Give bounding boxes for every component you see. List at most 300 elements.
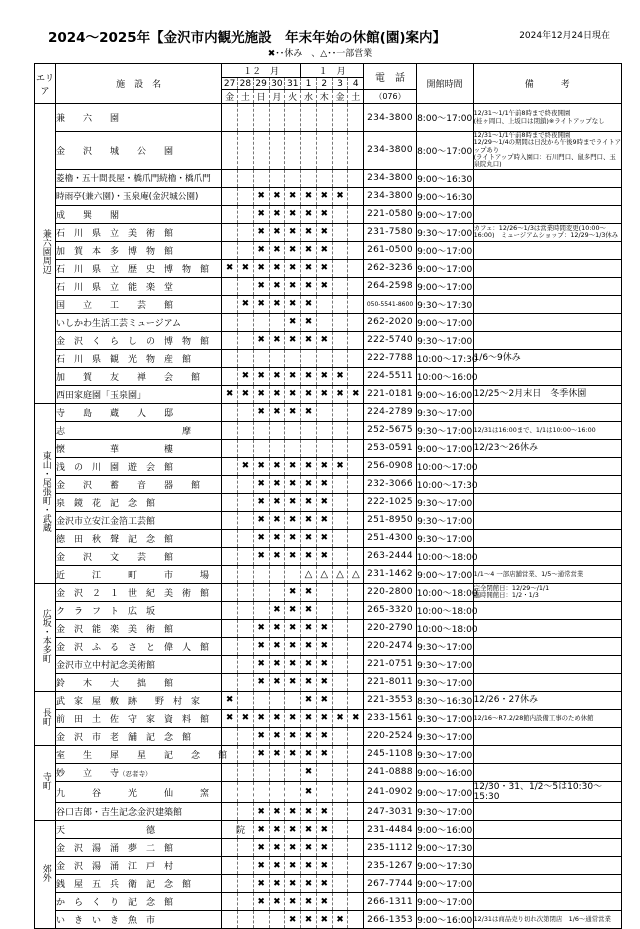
header-month-12: １２ 月 [222, 64, 301, 78]
opening-hours: 8:00～17:00 [416, 132, 473, 170]
closed-mark: ✖ [332, 911, 348, 929]
open-cell [348, 583, 364, 601]
opening-hours: 9:30～17:00 [416, 673, 473, 691]
facility-name [56, 781, 222, 803]
remarks [473, 875, 621, 893]
closed-mark: ✖ [253, 205, 269, 223]
closed-mark: ✖ [285, 493, 301, 511]
open-cell [348, 821, 364, 839]
phone-number: 234-3800 [364, 132, 417, 170]
phone-number: 224-5511 [364, 367, 417, 385]
open-cell [348, 403, 364, 421]
area-text: 東山・尾張町・武蔵 [40, 451, 51, 533]
closed-mark: ✖ [301, 295, 317, 313]
closed-mark: ✖ [269, 295, 285, 313]
closed-mark: ✖ [316, 367, 332, 385]
header-month-1: １ 月 [301, 64, 364, 78]
closed-mark: ✖ [301, 745, 317, 763]
facility-name-text: 金 沢 能 楽 美 術 館 [56, 624, 174, 635]
open-cell [269, 421, 285, 439]
closed-mark: ✖ [285, 385, 301, 403]
open-cell [332, 893, 348, 911]
phone-number: 262-2020 [364, 313, 417, 331]
opening-hours: 9:30～17:00 [416, 421, 473, 439]
header-weekday: 水 [301, 90, 317, 104]
header-weekday: 土 [348, 90, 364, 104]
facility-row [35, 619, 622, 637]
area-text: 寺町 [40, 772, 51, 791]
open-cell [316, 439, 332, 457]
closed-mark: ✖ [316, 241, 332, 259]
facility-name-text: い き い き 魚 市 [56, 916, 156, 927]
open-cell [332, 803, 348, 821]
closed-mark: ✖ [253, 331, 269, 349]
closed-mark: ✖ [285, 709, 301, 727]
remarks: 12/26・27休み [473, 691, 621, 709]
header-day: 31 [285, 78, 301, 90]
opening-hours: 9:00～17:00 [416, 439, 473, 457]
open-cell [269, 583, 285, 601]
remarks: 12/31は商品売り切れ次第閉店 1/6～通常営業 [473, 911, 621, 929]
closed-mark: ✖ [301, 457, 317, 475]
remarks: 1/1～4 一部店舗営業、1/5～通常営業 [473, 565, 621, 583]
facility-name-text: 谷口吉郎・吉生記念金沢建築館 [56, 808, 183, 819]
opening-hours: 9:00～17:00 [416, 205, 473, 223]
phone-number: 262-3236 [364, 259, 417, 277]
open-cell [332, 295, 348, 313]
open-cell [253, 104, 269, 132]
area-text: 広坂・本多町 [40, 608, 51, 663]
open-cell [348, 132, 364, 170]
closed-mark: ✖ [269, 259, 285, 277]
open-cell [316, 781, 332, 803]
area-text: 兼六園周辺 [40, 229, 51, 275]
closed-mark: ✖ [316, 803, 332, 821]
facility-name-text: 金沢市立中村記念美術館 [56, 660, 156, 671]
closed-mark: ✖ [253, 277, 269, 295]
open-cell [348, 511, 364, 529]
open-cell [237, 911, 253, 929]
open-cell [222, 403, 238, 421]
facility-row [35, 421, 622, 439]
closed-mark: ✖ [253, 875, 269, 893]
open-cell [348, 547, 364, 565]
closed-mark: ✖ [332, 187, 348, 205]
open-cell [332, 277, 348, 295]
phone-number: 220-2474 [364, 637, 417, 655]
closed-mark: ✖ [316, 691, 332, 709]
open-cell [222, 875, 238, 893]
closed-mark: ✖ [285, 223, 301, 241]
facility-row [35, 691, 622, 709]
facility-name-text: 兼 六 園 [56, 114, 120, 124]
facility-row [35, 205, 622, 223]
closed-mark: ✖ [301, 839, 317, 857]
opening-hours: 9:00～16:30 [416, 187, 473, 205]
open-cell [348, 457, 364, 475]
remarks: 12/25～2月末日 冬季休園 [473, 385, 621, 403]
facility-name [56, 709, 222, 727]
opening-hours: 10:00～17:00 [416, 457, 473, 475]
closed-mark: ✖ [269, 331, 285, 349]
closed-mark: ✖ [301, 367, 317, 385]
facility-name [56, 421, 222, 439]
phone-number: 235-1112 [364, 839, 417, 857]
phone-number: 265-3320 [364, 601, 417, 619]
header-weekday: 金 [332, 90, 348, 104]
header-weekday: 木 [316, 90, 332, 104]
open-cell [237, 223, 253, 241]
open-cell [237, 839, 253, 857]
open-cell [269, 349, 285, 367]
open-cell [237, 583, 253, 601]
closed-mark: ✖ [269, 403, 285, 421]
closed-mark: ✖ [269, 529, 285, 547]
open-cell [237, 349, 253, 367]
facility-name [56, 385, 222, 403]
opening-hours: 9:30～17:00 [416, 803, 473, 821]
open-cell [348, 857, 364, 875]
open-cell [269, 169, 285, 187]
phone-number: 233-1561 [364, 709, 417, 727]
facility-name-text: 金 沢 湯 涌 江 戸 村 [56, 862, 174, 873]
area-label [35, 745, 56, 821]
opening-hours: 9:30～17:00 [416, 727, 473, 745]
closed-mark: ✖ [269, 385, 285, 403]
facility-name-text: 金 沢 市 老 舗 記 念 館 [56, 732, 192, 743]
closed-mark: ✖ [316, 821, 332, 839]
phone-number: 220-2524 [364, 727, 417, 745]
closed-mark: ✖ [348, 709, 364, 727]
open-cell [348, 421, 364, 439]
open-cell [222, 529, 238, 547]
open-cell [348, 349, 364, 367]
phone-number: 221-0181 [364, 385, 417, 403]
closed-mark: ✖ [253, 475, 269, 493]
facility-name-text: 菱櫓・五十間長屋・橋爪門続櫓・橋爪門 [56, 174, 211, 185]
open-cell [237, 475, 253, 493]
header-tel: 電 話 [364, 64, 417, 90]
closed-mark: ✖ [316, 893, 332, 911]
opening-hours: 9:00～17:00 [416, 875, 473, 893]
open-cell [332, 655, 348, 673]
closed-mark: ✖ [269, 475, 285, 493]
opening-hours: 9:00～17:30 [416, 839, 473, 857]
facility-name [56, 875, 222, 893]
facility-name [56, 511, 222, 529]
closed-mark: ✖ [316, 745, 332, 763]
area-label [35, 821, 56, 929]
open-cell [222, 727, 238, 745]
remarks [473, 187, 621, 205]
closed-mark: ✖ [316, 187, 332, 205]
phone-number: 251-8950 [364, 511, 417, 529]
remarks [473, 673, 621, 691]
remarks [473, 655, 621, 673]
open-cell [316, 104, 332, 132]
facility-name-text: 徳 田 秋 聲 記 念 館 [56, 534, 174, 545]
open-cell [332, 205, 348, 223]
closed-mark: ✖ [285, 911, 301, 929]
facility-row [35, 839, 622, 857]
open-cell [237, 637, 253, 655]
facility-row [35, 403, 622, 421]
closed-mark: ✖ [253, 259, 269, 277]
open-cell [285, 169, 301, 187]
remarks [473, 457, 621, 475]
phone-number: 220-2790 [364, 619, 417, 637]
remarks: 12/31～1/1午前8時まで終夜開園 12/29～1/4の期間は日没から午後9時までライトアップあり (ライトアップ時入園口：石川門口、鼠多門口、玉泉院丸口) [473, 131, 621, 169]
closed-mark: ✖ [285, 745, 301, 763]
area-label [35, 403, 56, 583]
remarks [473, 857, 621, 875]
closed-mark: ✖ [285, 187, 301, 205]
closed-mark: ✖ [332, 709, 348, 727]
facility-name [56, 104, 222, 132]
closed-mark: ✖ [301, 727, 317, 745]
facility-name [56, 691, 222, 709]
closed-mark: ✖ [253, 241, 269, 259]
closed-mark: ✖ [222, 691, 238, 709]
facility-row [35, 803, 622, 821]
partial-open-mark: △ [316, 565, 332, 583]
facility-name-text: 近 江 町 市 場 [56, 570, 210, 581]
open-cell [253, 583, 269, 601]
facility-row [35, 875, 622, 893]
phone-number: 263-2444 [364, 547, 417, 565]
open-cell [222, 511, 238, 529]
facility-row [35, 475, 622, 493]
facility-name-text: 金 沢 く ら し の 博 物 館 [56, 336, 210, 347]
facility-name [56, 367, 222, 385]
open-cell [332, 511, 348, 529]
facility-row [35, 529, 622, 547]
closed-mark: ✖ [253, 511, 269, 529]
open-cell [253, 601, 269, 619]
facility-row [35, 857, 622, 875]
open-cell [222, 367, 238, 385]
open-cell [348, 839, 364, 857]
open-cell [237, 511, 253, 529]
closed-mark: ✖ [301, 511, 317, 529]
open-cell [348, 673, 364, 691]
closed-mark: ✖ [285, 511, 301, 529]
closed-mark: ✖ [316, 619, 332, 637]
open-cell [332, 821, 348, 839]
opening-hours: 9:30～17:00 [416, 655, 473, 673]
area-label [35, 583, 56, 691]
open-cell [222, 277, 238, 295]
facility-name-text: 寺 島 蔵 人 邸 [56, 408, 174, 419]
facility-name-text: か ら く り 記 念 館 [56, 898, 174, 909]
open-cell [222, 439, 238, 457]
facility-row [35, 565, 622, 583]
closed-mark: ✖ [285, 475, 301, 493]
closed-mark: ✖ [269, 601, 285, 619]
open-cell [316, 132, 332, 170]
closed-mark: ✖ [301, 241, 317, 259]
facility-row [35, 241, 622, 259]
open-cell [269, 104, 285, 132]
facility-name [56, 313, 222, 331]
remarks [473, 745, 621, 763]
open-cell [348, 655, 364, 673]
closed-mark: ✖ [285, 893, 301, 911]
facility-row [35, 727, 622, 745]
opening-hours: 9:00～17:00 [416, 277, 473, 295]
open-cell [237, 277, 253, 295]
closed-mark: ✖ [301, 875, 317, 893]
remarks: 完全閉館日：12/29～/1/1 臨時開館日：1/2・1/3 [473, 583, 621, 601]
open-cell [237, 601, 253, 619]
open-cell [237, 619, 253, 637]
open-cell [222, 475, 238, 493]
facility-name [56, 911, 222, 929]
closed-mark: ✖ [316, 637, 332, 655]
remarks [473, 821, 621, 839]
open-cell [348, 241, 364, 259]
header-day: 27 [222, 78, 238, 90]
closed-mark: ✖ [316, 457, 332, 475]
facility-row [35, 169, 622, 187]
open-cell [316, 421, 332, 439]
open-cell [301, 421, 317, 439]
closed-mark: ✖ [269, 745, 285, 763]
closed-mark: ✖ [316, 259, 332, 277]
header-day: 4 [348, 78, 364, 90]
opening-hours: 10:00～16:00 [416, 367, 473, 385]
phone-number: 235-1267 [364, 857, 417, 875]
remarks: 12/30・31、1/2～5は10:30～15:30 [473, 781, 621, 803]
closed-mark: ✖ [253, 893, 269, 911]
closed-mark: ✖ [301, 893, 317, 911]
open-cell [237, 241, 253, 259]
facility-name [56, 493, 222, 511]
open-cell [253, 421, 269, 439]
open-cell [332, 349, 348, 367]
remarks [473, 403, 621, 421]
closed-mark: ✖ [285, 601, 301, 619]
closed-mark: ✖ [301, 313, 317, 331]
opening-hours: 9:00～16:00 [416, 763, 473, 781]
facility-row [35, 821, 622, 839]
remarks [473, 529, 621, 547]
open-cell [301, 439, 317, 457]
closed-mark: ✖ [316, 493, 332, 511]
open-cell [348, 893, 364, 911]
open-cell [237, 493, 253, 511]
facility-row [35, 385, 622, 403]
open-cell [332, 875, 348, 893]
open-cell [301, 349, 317, 367]
closed-mark: ✖ [301, 655, 317, 673]
open-cell [237, 403, 253, 421]
facility-name [56, 673, 222, 691]
closed-mark: ✖ [301, 911, 317, 929]
closed-mark: ✖ [301, 637, 317, 655]
open-cell [332, 619, 348, 637]
facility-name [56, 839, 222, 857]
remarks [473, 367, 621, 385]
open-cell [332, 745, 348, 763]
phone-number: 231-1462 [364, 565, 417, 583]
opening-hours: 9:00～17:00 [416, 259, 473, 277]
open-cell [316, 583, 332, 601]
phone-number: 224-2789 [364, 403, 417, 421]
remarks [473, 277, 621, 295]
remarks [473, 637, 621, 655]
remarks [473, 295, 621, 313]
open-cell [237, 745, 253, 763]
remarks [473, 619, 621, 637]
facility-name-text: 九 谷 光 仙 窯 [56, 788, 210, 799]
phone-number: 256-0908 [364, 457, 417, 475]
closed-mark: ✖ [253, 367, 269, 385]
closed-mark: ✖ [285, 655, 301, 673]
open-cell [332, 529, 348, 547]
closed-mark: ✖ [316, 727, 332, 745]
open-cell [285, 691, 301, 709]
opening-hours: 9:30～17:00 [416, 331, 473, 349]
closed-mark: ✖ [237, 367, 253, 385]
facility-name-text: 懐 華 樓 [56, 444, 174, 455]
area-text: 長町 [40, 707, 51, 726]
facility-name [56, 637, 222, 655]
facility-name [56, 821, 246, 839]
open-cell [222, 601, 238, 619]
opening-hours: 9:00～17:00 [416, 893, 473, 911]
open-cell [348, 493, 364, 511]
phone-number: 247-3031 [364, 803, 417, 821]
remarks [473, 169, 621, 187]
closed-mark: ✖ [253, 493, 269, 511]
open-cell [269, 763, 285, 781]
closed-mark: ✖ [301, 781, 317, 803]
open-cell [237, 547, 253, 565]
facility-name-text: 石 川 県 立 歴 史 博 物 館 [56, 264, 210, 275]
open-cell [348, 911, 364, 929]
closed-mark: ✖ [285, 547, 301, 565]
facility-name [56, 277, 222, 295]
closed-mark: ✖ [253, 637, 269, 655]
phone-number: 222-7788 [364, 349, 417, 367]
header-area: エリア [35, 64, 56, 104]
header-tel-sub: （076） [364, 90, 417, 104]
facility-name-text: 前 田 土 佐 守 家 資 料 館 [56, 714, 210, 725]
closed-mark: ✖ [301, 673, 317, 691]
open-cell [332, 439, 348, 457]
closed-mark: ✖ [316, 839, 332, 857]
facility-name-text: 武 家 屋 敷 跡 野 村 家 [56, 696, 201, 707]
open-cell [332, 691, 348, 709]
open-cell [222, 547, 238, 565]
closed-mark: ✖ [301, 331, 317, 349]
facility-row [35, 295, 622, 313]
open-cell [285, 781, 301, 803]
facility-row [35, 493, 622, 511]
opening-hours: 9:00～17:30 [416, 857, 473, 875]
open-cell [332, 727, 348, 745]
header-weekday: 日 [253, 90, 269, 104]
facility-name [56, 547, 222, 565]
phone-number: 222-1025 [364, 493, 417, 511]
facility-name [56, 745, 228, 763]
closed-mark: ✖ [285, 857, 301, 875]
facility-row [35, 893, 622, 911]
facility-row [35, 439, 622, 457]
partial-open-mark: △ [332, 565, 348, 583]
facility-name-text: 志 摩 [56, 426, 192, 437]
